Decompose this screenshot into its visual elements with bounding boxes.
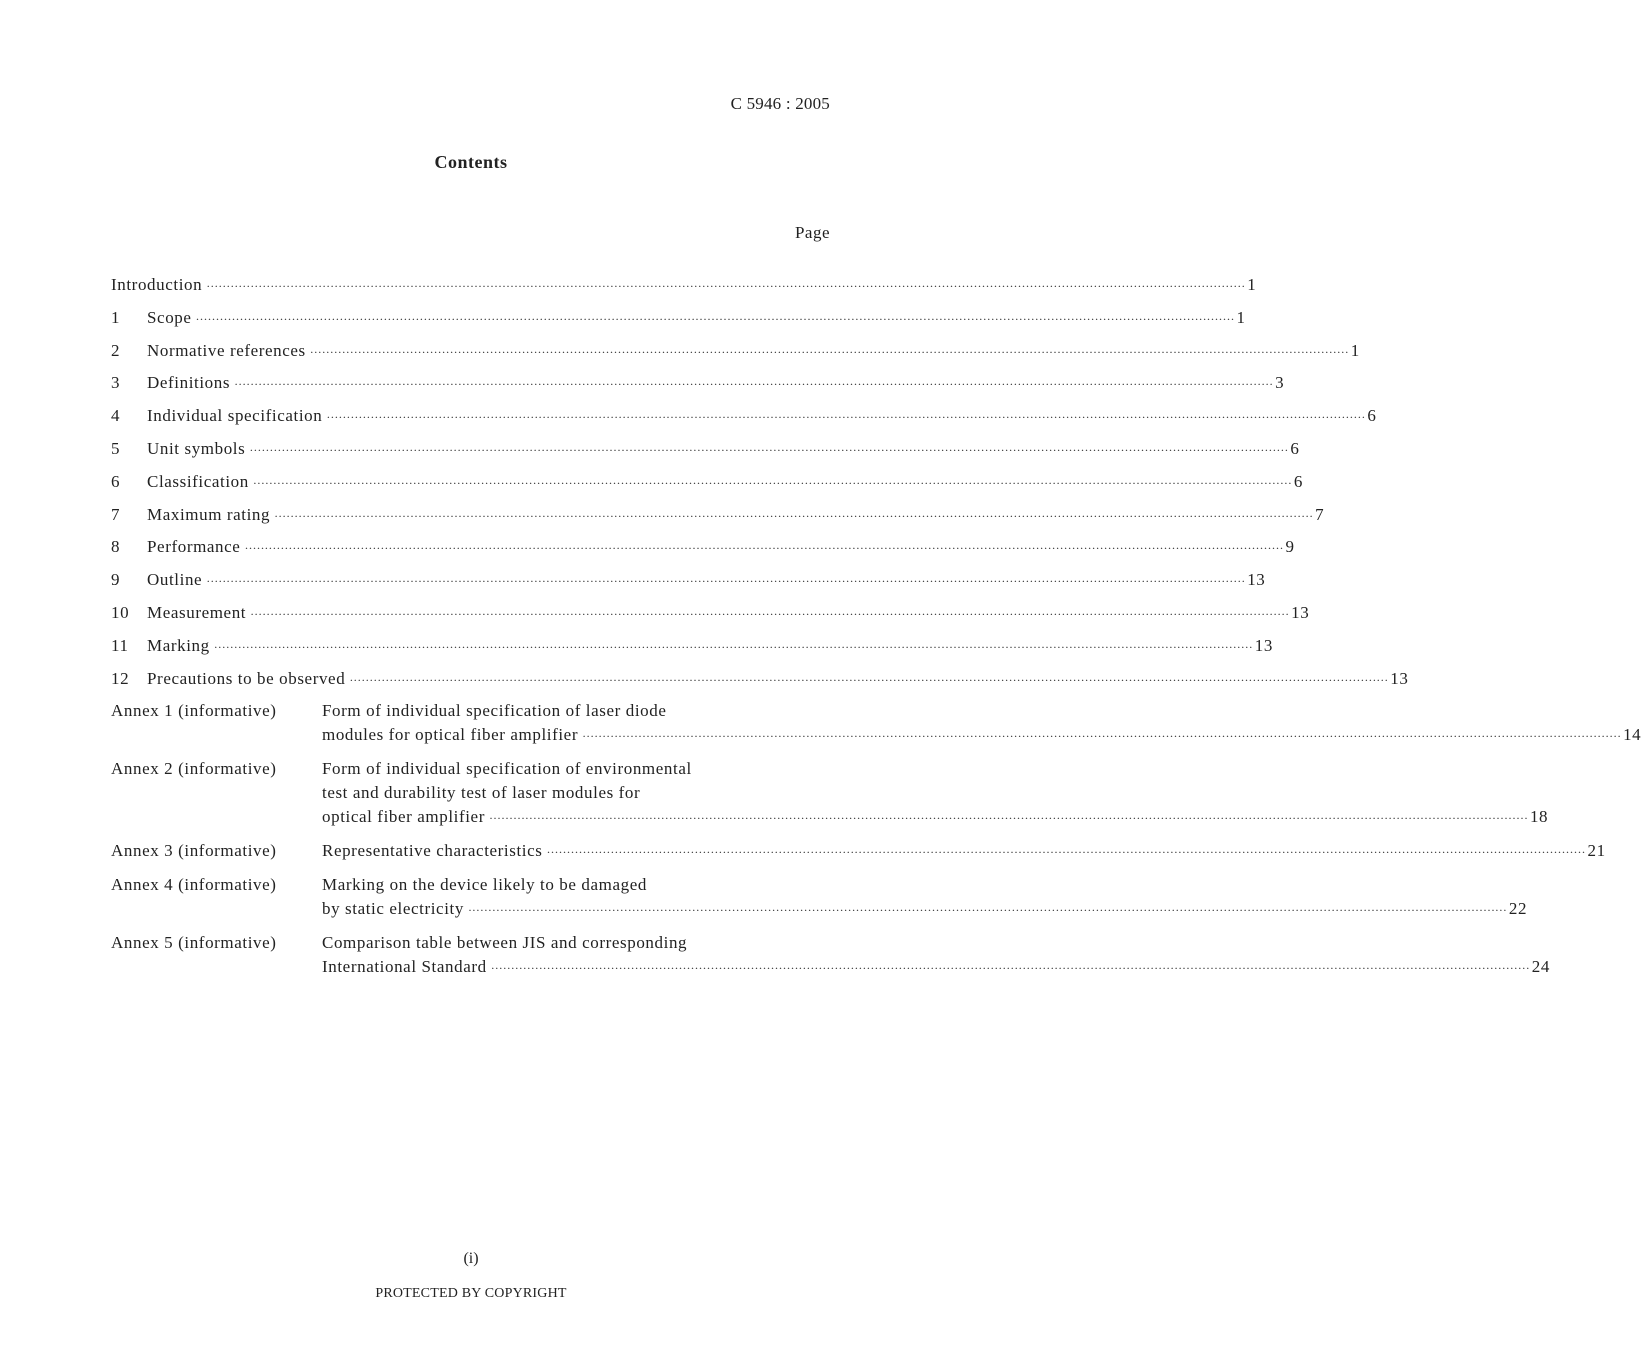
toc-entry-page: 7: [1315, 504, 1325, 524]
section-number: 11: [111, 635, 129, 655]
annex-label: Annex 2 (informative): [111, 759, 277, 779]
toc-entry-page: 13: [1390, 668, 1409, 688]
toc-entry-annex[interactable]: [111, 839, 1606, 864]
toc-entry-page: 1: [1236, 307, 1246, 327]
toc-entry-page: 1: [1350, 340, 1360, 360]
toc-entry-title: Classification: [147, 471, 249, 491]
section-number: 5: [111, 438, 121, 458]
toc-entry-annex[interactable]: [111, 873, 1528, 922]
dot-leader: [196, 307, 1235, 331]
toc-entry-page: 6: [1293, 471, 1303, 491]
section-number: 4: [111, 406, 121, 426]
page-column-label: Page: [794, 223, 830, 242]
toc-entry-title: Unit symbols: [147, 438, 246, 458]
toc-entry-section[interactable]: [111, 667, 1409, 700]
annex-title-line: International Standard: [322, 957, 487, 977]
toc-entry-section[interactable]: [111, 568, 1266, 601]
page-number: (i): [463, 1250, 479, 1267]
dot-leader: [206, 569, 1245, 593]
toc-entry-page: 13: [1291, 602, 1310, 622]
section-number: 9: [111, 570, 121, 590]
annex-title-line: Form of individual specification of laser diode: [322, 701, 667, 721]
toc-entry-page: 21: [1587, 841, 1606, 861]
dot-leader: [253, 471, 1292, 495]
annex-title-line: modules for optical fiber amplifier: [322, 725, 579, 745]
dot-leader: [582, 724, 1621, 748]
dot-leader: [468, 898, 1507, 922]
toc-entry-title: Introduction: [111, 275, 203, 294]
toc-entry-title: Scope: [147, 307, 192, 327]
section-number: 10: [111, 602, 130, 622]
toc-entry-title: Performance: [147, 537, 241, 557]
annex-title-line: by static electricity: [322, 899, 464, 919]
table-of-contents: [111, 273, 1641, 980]
dot-leader: [274, 504, 1313, 528]
section-number: 12: [111, 668, 130, 688]
toc-entry-page: 13: [1247, 570, 1266, 590]
toc-entry-section[interactable]: [111, 634, 1273, 667]
toc-entry-title: Individual specification: [147, 406, 323, 426]
annex-title-line: Marking on the device likely to be damaged: [322, 875, 647, 895]
toc-entry-section[interactable]: [111, 470, 1303, 503]
toc-entry-page: 6: [1367, 406, 1377, 426]
dot-leader: [310, 340, 1349, 364]
annex-label: Annex 5 (informative): [111, 933, 277, 953]
toc-entry-title: Definitions: [147, 373, 231, 393]
toc-entry-section[interactable]: [111, 306, 1246, 339]
annex-title-line: Comparison table between JIS and corresponding: [322, 933, 688, 953]
dot-leader: [206, 274, 1245, 298]
dot-leader: [249, 438, 1288, 462]
toc-entry-title: Normative references: [147, 340, 306, 360]
section-number: 2: [111, 340, 121, 360]
dot-leader: [214, 635, 1253, 659]
section-number: 1: [111, 307, 121, 327]
dot-leader: [491, 956, 1530, 980]
toc-entry-page: 24: [1531, 957, 1550, 977]
dot-leader: [546, 840, 1585, 864]
toc-entry-page: 14: [1623, 725, 1641, 745]
toc-entry-page: 9: [1285, 537, 1295, 557]
section-number: 6: [111, 471, 121, 491]
annex-title-line: Representative characteristics: [322, 841, 543, 861]
toc-entry-section[interactable]: [111, 339, 1360, 372]
dot-leader: [234, 372, 1273, 396]
annex-title-line: test and durability test of laser modules for: [322, 783, 641, 803]
toc-entry-title: Marking: [147, 635, 210, 655]
annex-title-line: Form of individual specification of environmental: [322, 759, 692, 779]
toc-entry-annex[interactable]: [111, 699, 1641, 748]
toc-entry-section[interactable]: [111, 404, 1377, 437]
section-number: 8: [111, 537, 121, 557]
toc-entry-page: 18: [1529, 807, 1549, 827]
toc-entry-section[interactable]: [111, 601, 1310, 634]
dot-leader: [244, 536, 1283, 560]
toc-entry-page: 3: [1275, 373, 1285, 393]
toc-entry-title: Maximum rating: [147, 504, 271, 524]
toc-entry-section[interactable]: [111, 371, 1285, 404]
toc-entry-title: Measurement: [147, 602, 247, 622]
toc-entry-page: 22: [1508, 899, 1528, 919]
dot-leader: [489, 806, 1528, 830]
toc-entry-page: 6: [1290, 438, 1300, 458]
toc-entry-introduction[interactable]: [111, 273, 1257, 306]
toc-entry-section[interactable]: [111, 503, 1325, 536]
toc-entry-section[interactable]: [111, 535, 1295, 568]
toc-entry-title: Outline: [147, 570, 203, 590]
toc-entry-annex[interactable]: [111, 757, 1549, 830]
dot-leader: [349, 668, 1388, 692]
toc-entry-annex[interactable]: [111, 931, 1550, 980]
toc-entry-page: 13: [1254, 635, 1273, 655]
standard-code: C 5946 : 2005: [730, 94, 830, 113]
toc-entry-section[interactable]: [111, 437, 1300, 470]
dot-leader: [326, 405, 1365, 429]
annex-title-line: optical fiber amplifier: [322, 807, 485, 827]
annex-label: Annex 1 (informative): [111, 701, 277, 721]
toc-entry-page: 1: [1247, 275, 1257, 294]
dot-leader: [250, 602, 1289, 626]
section-number: 7: [111, 504, 121, 524]
copyright-notice: PROTECTED BY COPYRIGHT: [375, 1286, 567, 1301]
page-title: Contents: [434, 152, 508, 172]
annex-label: Annex 3 (informative): [111, 841, 277, 861]
toc-entry-title: Precautions to be observed: [147, 668, 346, 688]
annex-label: Annex 4 (informative): [111, 875, 277, 895]
section-number: 3: [111, 373, 121, 393]
